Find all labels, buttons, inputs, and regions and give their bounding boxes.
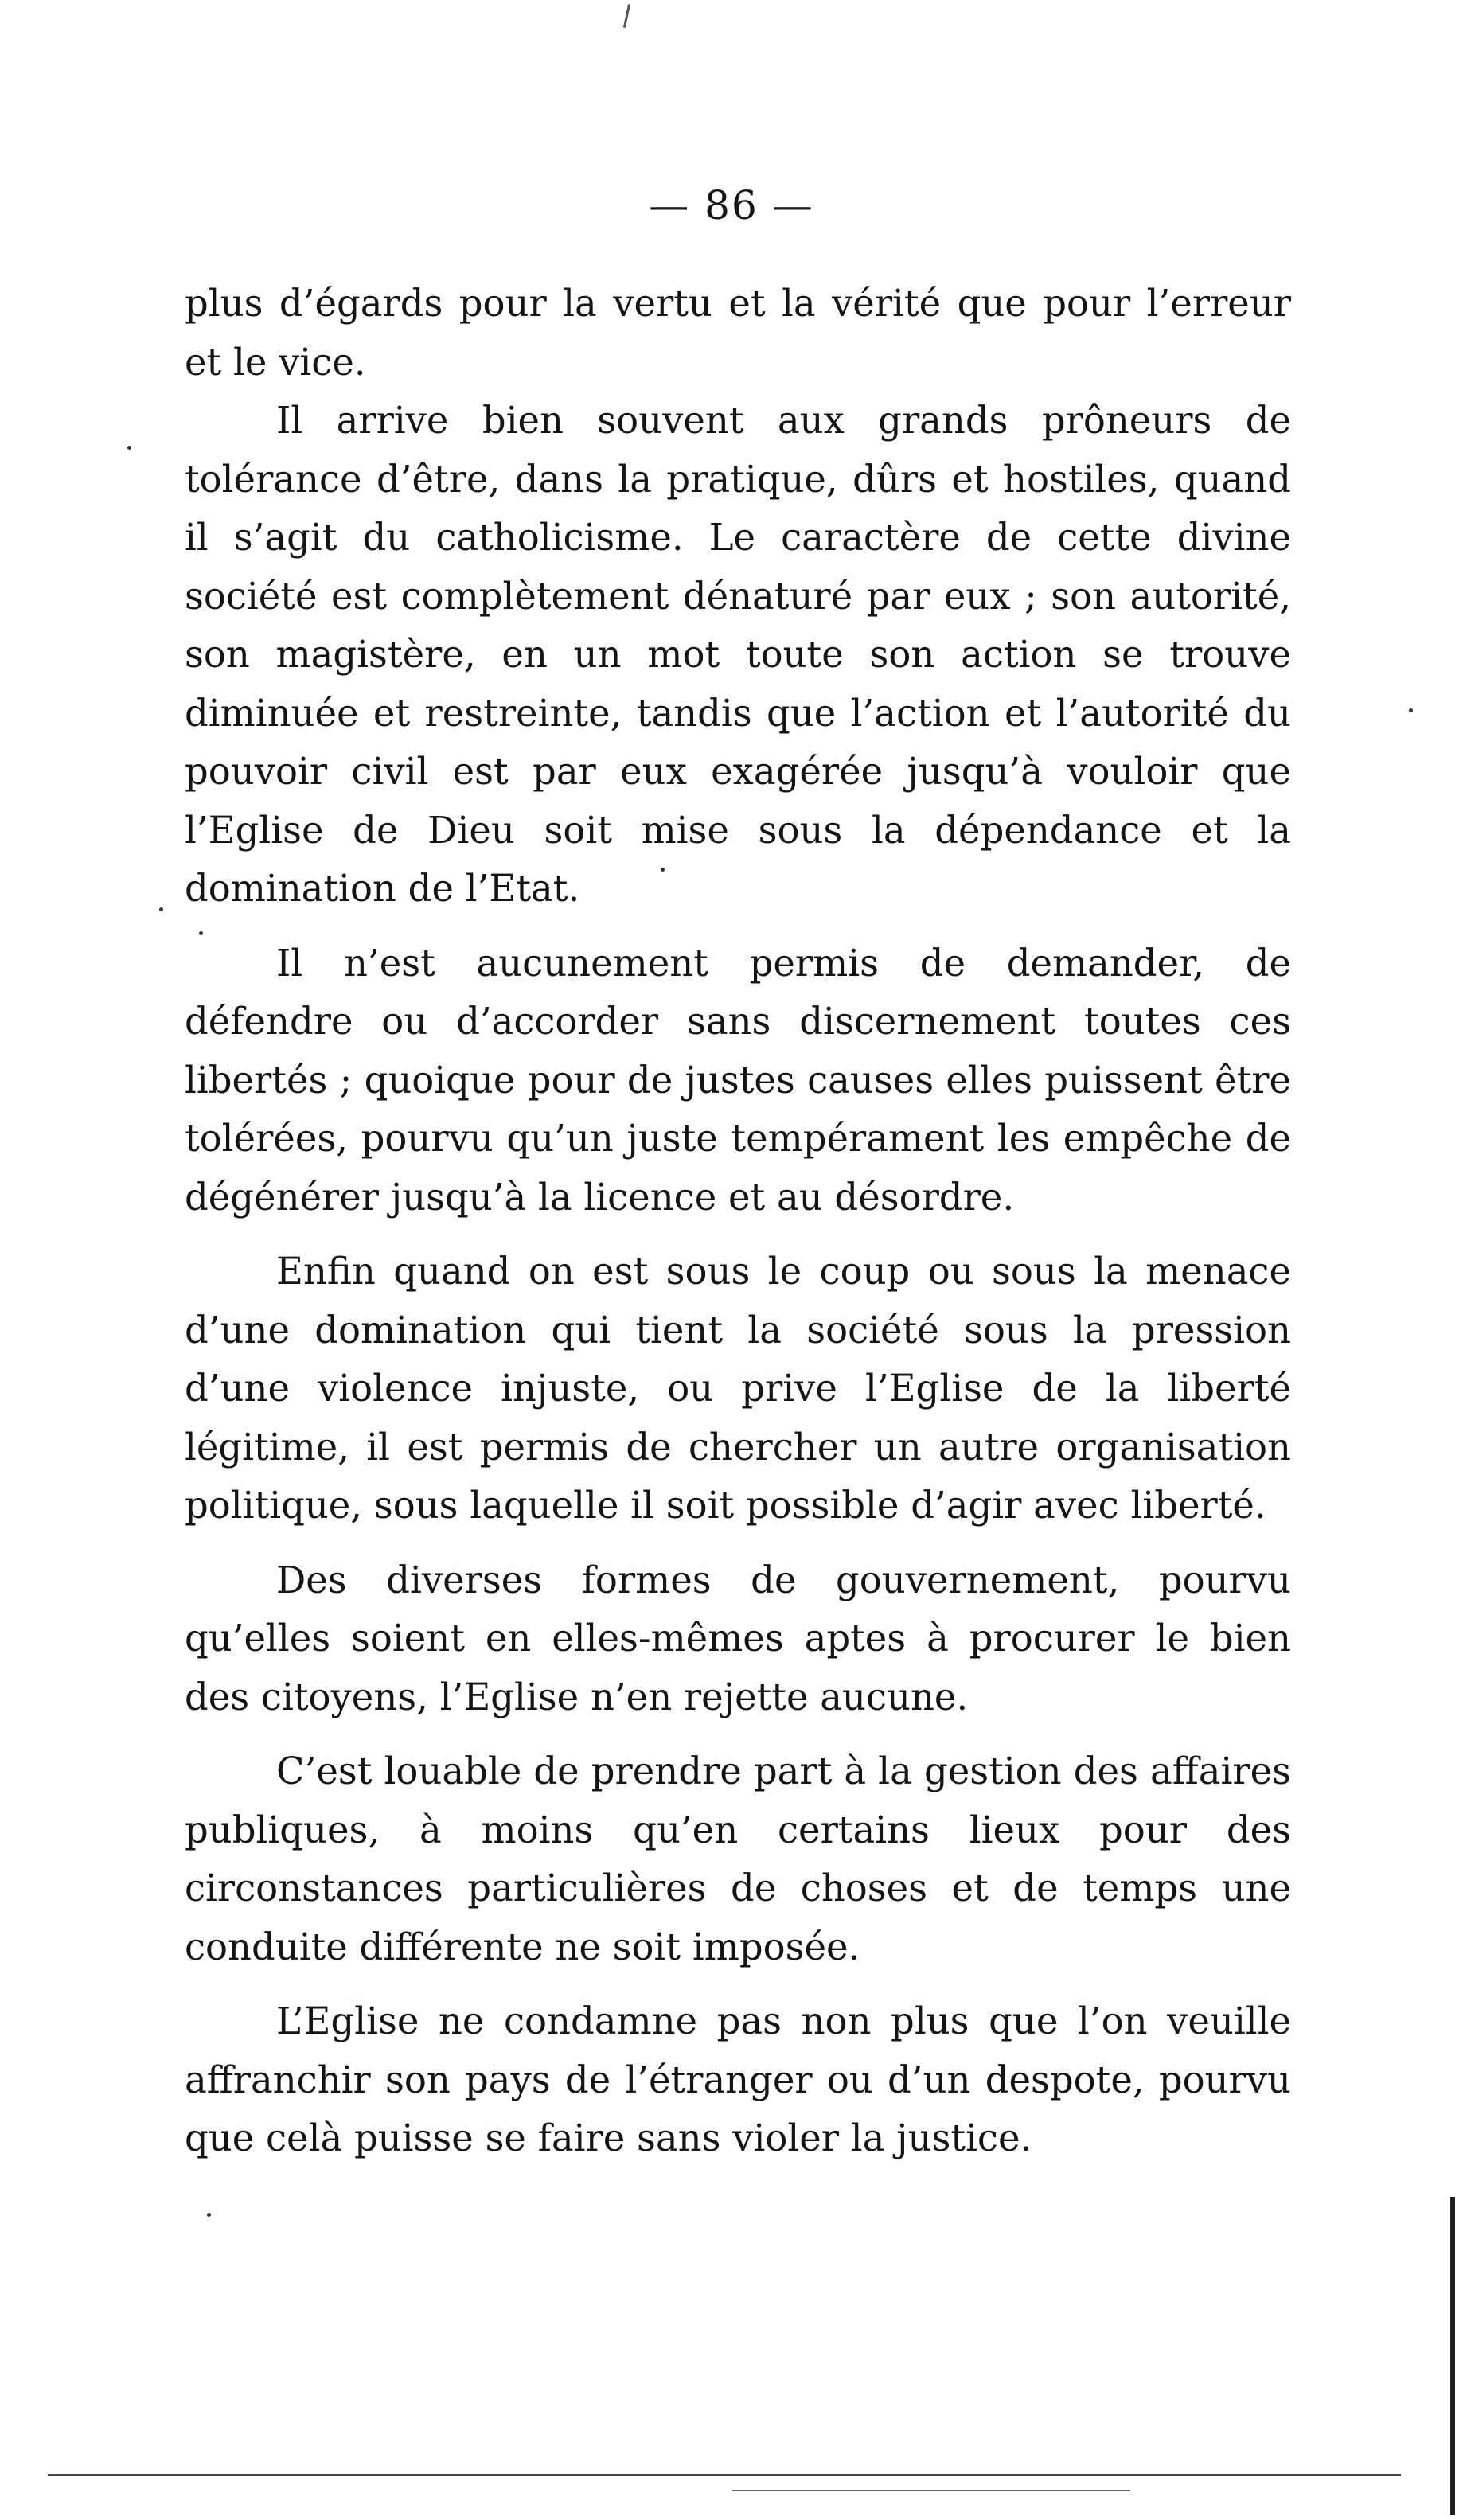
paragraph-1: plus d’égards pour la vertu et la vérité que pour l’erreur et le vice.	[185, 282, 1291, 384]
bottom-rule-secondary	[732, 2490, 1130, 2491]
page-number: — 86 —	[649, 182, 814, 228]
paragraph-2: Il arrive bien souvent aux grands prôneurs de tolérance d’être, dans la pratique, dûrs et hostiles, quand il s’agit du catholicisme. Le caractère de cette divine société est complètement dénaturé par eux ; son autorité, son magistère, en un mot toute son action se trouve diminuée et restreinte, tandis que l’action et l’autorité du pouvoir civil est par eux exagérée jusqu’à vouloir que l’Eglise de Dieu soit mise sous la dépendance et la domination de l’Etat.	[185, 399, 1291, 910]
scan-speck	[199, 931, 203, 935]
scan-mark	[623, 4, 630, 28]
scan-speck	[1409, 708, 1413, 712]
scan-edge	[1450, 2197, 1455, 2515]
paragraph-3: Il n’est aucunement permis de demander, de défendre ou d’accorder sans discernement toutes ces libertés ; quoique pour de justes causes elles puissent être tolérées, pourvu qu’un juste tempérament les empêche de dégénérer jusqu’à la licence et au désordre.	[185, 941, 1291, 1219]
paragraph-7: L’Eglise ne condamne pas non plus que l’on veuille affranchir son pays de l’étranger ou d’un despote, pourvu que celà puisse se faire sans violer la justice.	[185, 1999, 1291, 2159]
bottom-rule	[48, 2474, 1401, 2476]
paragraph-5: Des diverses formes de gouvernement, pourvu qu’elles soient en elles-mêmes aptes à procurer le bien des citoyens, l’Eglise n’en rejette aucune.	[185, 1558, 1291, 1718]
paragraph-4: Enfin quand on est sous le coup ou sous la menace d’une domination qui tient la société sous la pression d’une violence injuste, ou prive l’Eglise de la liberté légitime, il est permis de chercher un autre organisation politique, sous laquelle il soit possible d’agir avec liberté.	[185, 1250, 1291, 1527]
page-body	[185, 275, 1291, 2168]
paragraph-6: C’est louable de prendre part à la gestion des affaires publiques, à moins qu’en certains lieux pour des circonstances particulières de choses et de temps une conduite différente ne soit imposée.	[185, 1750, 1291, 1968]
scan-speck	[207, 2213, 211, 2217]
scan-speck	[127, 446, 131, 450]
scan-speck	[159, 907, 163, 911]
scan-speck	[661, 868, 665, 872]
